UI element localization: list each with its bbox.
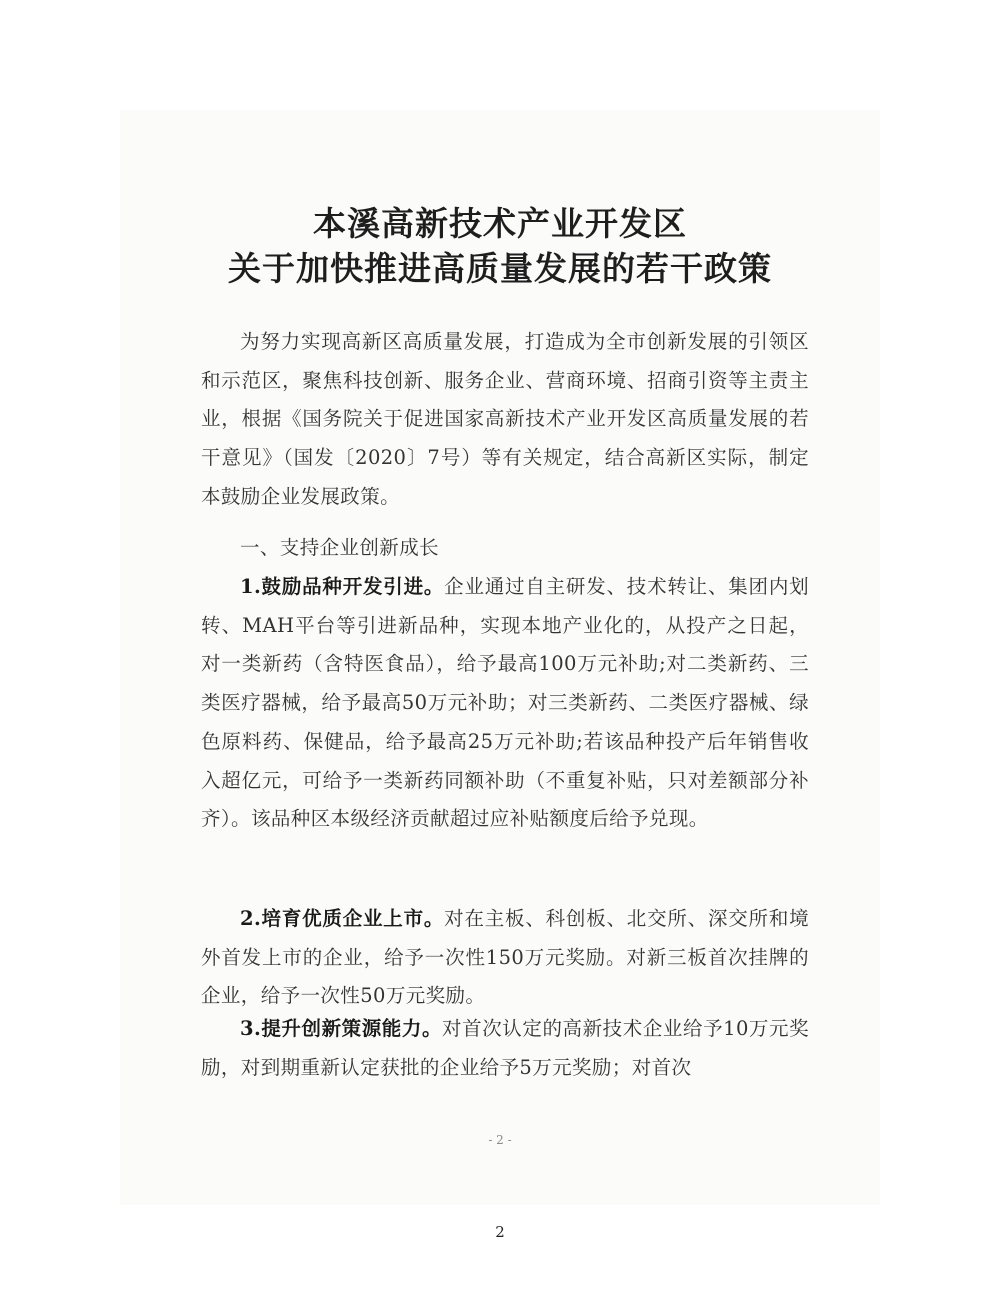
policy-item-2-heading: 2.培育优质企业上市。 — [240, 907, 445, 930]
inner-page-label: - 2 - — [488, 1133, 512, 1147]
policy-item-1 — [201, 568, 809, 839]
policy-item-1-body: 企业通过自主研发、技术转让、集团内划转、MAH平台等引进新品种，实现本地产业化的，从投产之日起，对一类新药（含特医食品），给予最高100万元补助;对二类新药、三类医疗器械，给予最高50万元补助；对三类新药、二类医疗器械、绿色原料药、保健品，给予最高25万元补助;若该品种投产后年销售收入超亿元，可给予一类新药同额补助（不重复补贴，只对差额部分补齐）。该品种区本级经济贡献超过应补贴额度后给予兑现。 — [201, 575, 810, 831]
policy-item-2-body: 对在主板、科创板、北交所、深交所和境外首发上市的企业，给予一次性150万元奖励。对新三板首次挂牌的企业，给予一次性50万元奖励。 — [201, 907, 810, 1008]
policy-item-3-body: 对首次认定的高新技术企业给予10万元奖励，对到期重新认定获批的企业给予5万元奖励；对首次 — [201, 1017, 809, 1079]
policy-item-2 — [201, 900, 809, 1016]
document-title-line2: 关于加快推进高质量发展的若干政策 — [228, 249, 772, 288]
policy-item-3 — [201, 1010, 809, 1087]
section-heading: 一、支持企业创新成长 — [240, 536, 440, 559]
document-title-line1: 本溪高新技术产业开发区 — [313, 204, 687, 243]
policy-item-1-heading: 1.鼓励品种开发引进。 — [240, 575, 445, 598]
intro-paragraph: 为努力实现高新区高质量发展，打造成为全市创新发展的引领区和示范区，聚焦科技创新、服务企业、营商环境、招商引资等主责主业，根据《国务院关于促进国家高新技术产业开发区高质量发展的若干意见》（国发〔2020〕7号）等有关规定，结合高新区实际，制定本鼓励企业发展政策。 — [201, 330, 809, 508]
policy-item-3-heading: 3.提升创新策源能力。 — [240, 1017, 443, 1040]
page-number: 2 — [495, 1223, 505, 1241]
